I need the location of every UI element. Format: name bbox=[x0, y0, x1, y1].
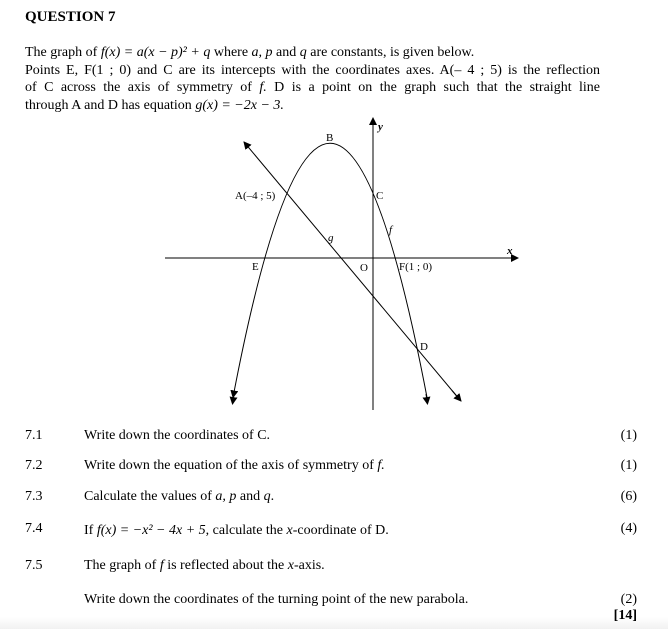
intro-text: and bbox=[272, 45, 300, 60]
subquestion-number: 7.1 bbox=[25, 428, 43, 443]
intro-text: The graph of bbox=[25, 45, 101, 60]
line-g-lower-arrow bbox=[452, 391, 461, 402]
subquestion-text bbox=[84, 489, 274, 505]
point-f-label: F(1 ; 0) bbox=[399, 261, 432, 273]
point-d-label: D bbox=[420, 341, 428, 353]
subquestion-text-part: , calculate the bbox=[205, 523, 287, 538]
function-g-formula: g(x) = −2x − 3. bbox=[195, 97, 284, 113]
line-g-label: g bbox=[328, 232, 334, 244]
subquestion-number: 7.4 bbox=[25, 521, 43, 536]
intro-text: of C across the axis of symmetry of bbox=[25, 80, 260, 95]
subquestion-text-part: is reflected about the bbox=[163, 558, 288, 573]
subquestion-text: Write down the coordinates of C. bbox=[84, 428, 271, 443]
intro-text: D is a point on the graph such that the straight line bbox=[266, 80, 600, 95]
subquestion-marks: (6) bbox=[620, 489, 637, 504]
subquestion-text-part: and bbox=[236, 489, 264, 504]
subquestion-text-part: Write down the equation of the axis of symmetry of bbox=[84, 458, 378, 473]
subquestion-var-f: f bbox=[159, 558, 164, 573]
point-e-label: E bbox=[252, 261, 259, 273]
point-c-label: C bbox=[376, 190, 384, 202]
question-title: QUESTION 7 bbox=[25, 9, 116, 25]
subquestion-marks: (1) bbox=[620, 458, 637, 473]
y-axis-label: y bbox=[378, 121, 383, 133]
subquestion-text-part: -axis. bbox=[293, 558, 325, 573]
subquestion-text bbox=[84, 523, 389, 539]
curve-f-label: f bbox=[389, 224, 393, 236]
intro-text: through A and D has equation bbox=[25, 97, 196, 113]
intro-vars: a, p bbox=[251, 45, 273, 60]
subquestion-var-x: x bbox=[287, 558, 294, 573]
subquestion-text-part: . bbox=[270, 489, 275, 504]
subquestion-number: 7.2 bbox=[25, 458, 43, 473]
subquestion-formula: f(x) = −x² − 4x + 5 bbox=[96, 523, 206, 538]
subquestion-var-q: q bbox=[263, 489, 271, 504]
subquestion-marks: (1) bbox=[620, 428, 637, 443]
subquestion-var-x: x bbox=[286, 523, 293, 538]
total-marks: [14] bbox=[613, 608, 637, 623]
subquestion-text-part: If bbox=[84, 523, 97, 538]
subquestion-marks: (2) bbox=[620, 592, 637, 607]
subquestion-text-part: Calculate the values of bbox=[84, 489, 216, 504]
subquestion-text bbox=[84, 458, 385, 474]
intro-var-f: f. bbox=[259, 80, 267, 95]
origin-label: O bbox=[360, 262, 368, 274]
page-bottom-edge bbox=[0, 617, 668, 629]
subquestion-text-part: -coordinate of D. bbox=[292, 523, 389, 538]
subquestion-var-f: f. bbox=[377, 458, 385, 473]
function-f-formula: f(x) = a(x − p)² + q bbox=[100, 45, 211, 60]
x-axis-label: x bbox=[507, 245, 513, 257]
intro-text: are constants, is given below. bbox=[306, 45, 475, 60]
intro-line-2: Points E, F(1 ; 0) and C are its intercepts with the coordinates axes. A(– 4 ; 5) is the reflection bbox=[25, 62, 600, 78]
intro-var-q: q bbox=[299, 45, 307, 60]
subquestion-number: 7.5 bbox=[25, 558, 43, 573]
subquestion-number: 7.3 bbox=[25, 489, 43, 504]
point-a-label: A(–4 ; 5) bbox=[235, 190, 276, 202]
subquestion-text bbox=[84, 558, 325, 574]
subquestion-marks: (4) bbox=[620, 521, 637, 536]
intro-text: where bbox=[210, 45, 252, 60]
subquestion-text-part: The graph of bbox=[84, 558, 160, 573]
point-b-label: B bbox=[326, 132, 334, 144]
subquestion-vars: a, p bbox=[215, 489, 237, 504]
parabola-f bbox=[233, 143, 427, 397]
subquestion-text: Write down the coordinates of the turning point of the new parabola. bbox=[84, 592, 469, 607]
